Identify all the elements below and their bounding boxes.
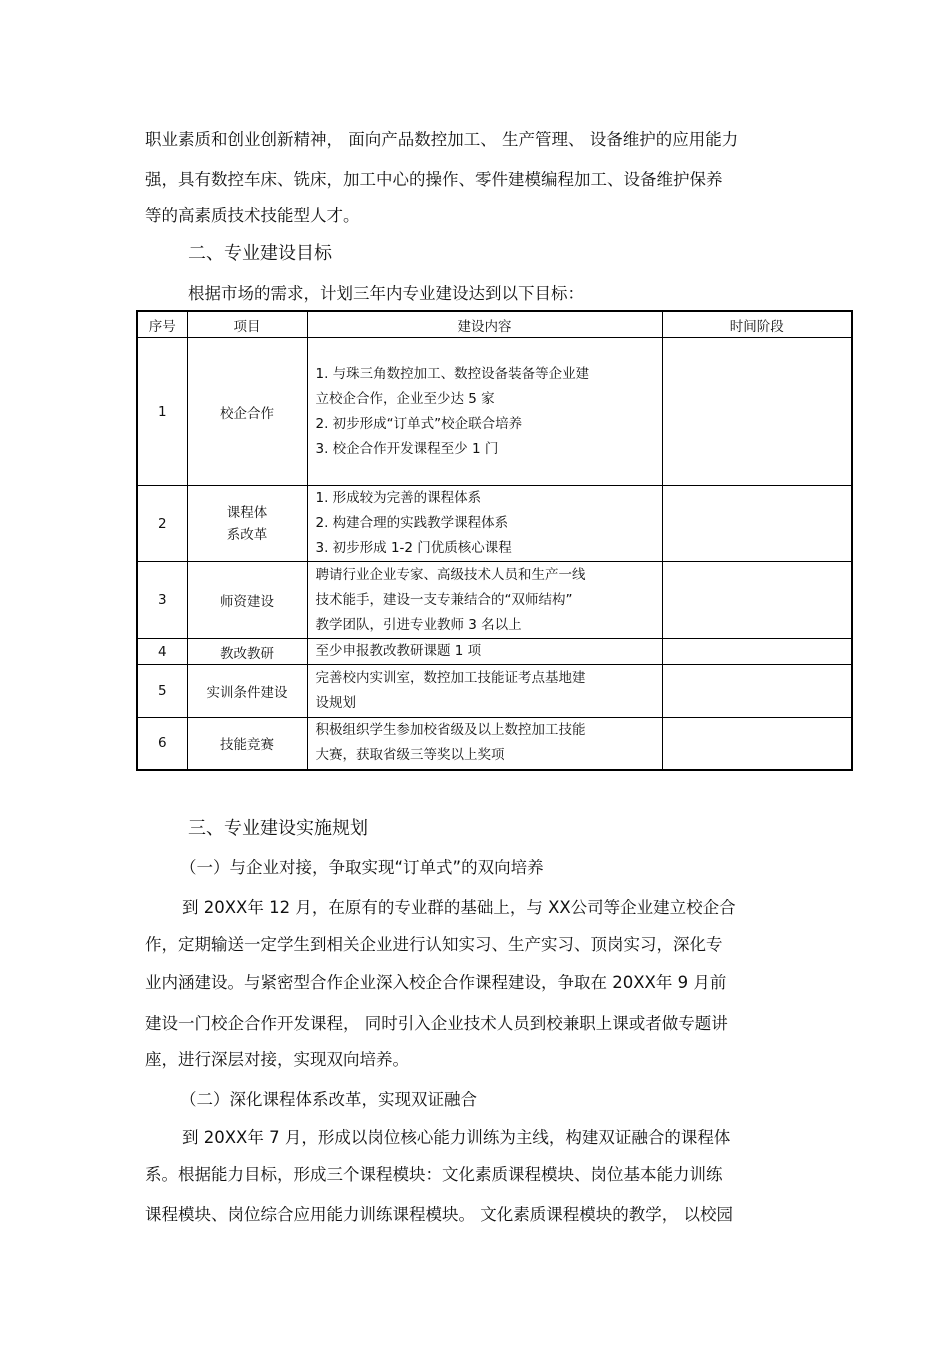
- row-no: 1: [137, 338, 187, 486]
- row-item: [187, 562, 307, 639]
- content-line: 1. 与珠三角数控加工、数控设备装备等企业建: [315, 365, 590, 382]
- row-item: [187, 665, 307, 718]
- content-line: 聘请行业企业专家、高级技术人员和生产一线: [315, 566, 586, 583]
- header-no: 序号: [137, 311, 187, 338]
- content-line: 2. 构建合理的实践教学课程体系: [315, 515, 509, 531]
- row-content: [307, 639, 662, 665]
- row-time: [662, 338, 852, 486]
- item-text: 教改教研: [220, 645, 274, 662]
- para-line: 到 20XX年 12 月，在原有的专业群的基础上，与 XX公司等企业建立校企合: [182, 898, 736, 917]
- content-line: 2. 初步形成“订单式”校企联合培养: [315, 415, 523, 432]
- intro-line: 职业素质和创业创新精神， 面向产品数控加工、 生产管理、 设备维护的应用能力: [145, 130, 739, 149]
- para-line: 到 20XX年 7 月，形成以岗位核心能力训练为主线，构建双证融合的课程体: [182, 1128, 731, 1147]
- para-line: 系。根据能力目标，形成三个课程模块：文化素质课程模块、岗位基本能力训练: [145, 1165, 723, 1184]
- row-time: [662, 665, 852, 718]
- item-text: 系改革: [226, 526, 268, 543]
- row-no: 6: [137, 718, 187, 770]
- content-line: 大赛，获取省级三等奖以上奖项: [315, 747, 505, 764]
- para-line: 座，进行深层对接，实现双向培养。: [145, 1050, 409, 1069]
- intro-line: 等的高素质技术技能型人才。: [145, 206, 360, 225]
- table-row: [137, 562, 852, 639]
- header-item: 项目: [187, 311, 307, 338]
- header-content: 建设内容: [307, 311, 662, 338]
- header-time: 时间阶段: [662, 311, 852, 338]
- content-line: 积极组织学生参加校省级及以上数控加工技能: [315, 722, 586, 739]
- table-header-row: [137, 311, 852, 338]
- row-item: [187, 486, 307, 562]
- row-content: [307, 562, 662, 639]
- content-line: 3. 校企合作开发课程至少 1 门: [315, 440, 499, 457]
- section-heading: 二、专业建设目标: [188, 243, 332, 264]
- table-row: [137, 718, 852, 770]
- row-time: [662, 486, 852, 562]
- row-time: [662, 718, 852, 770]
- content-line: 教学团队，引进专业教师 3 名以上: [315, 616, 522, 633]
- table-row: [137, 665, 852, 718]
- row-no: 4: [137, 639, 187, 665]
- row-no: 3: [137, 562, 187, 639]
- table-row: [137, 639, 852, 665]
- para-line: 课程模块、岗位综合应用能力训练课程模块。 文化素质课程模块的教学， 以校园: [145, 1205, 733, 1224]
- row-time: [662, 639, 852, 665]
- content-line: 1. 形成较为完善的课程体系: [315, 490, 482, 506]
- item-text: 实训条件建设: [206, 685, 288, 701]
- row-content: [307, 338, 662, 486]
- row-content: [307, 718, 662, 770]
- subsection-heading: （二）深化课程体系改革，实现双证融合: [180, 1090, 477, 1109]
- row-item: [187, 639, 307, 665]
- table-row: [137, 486, 852, 562]
- row-item: [187, 338, 307, 486]
- content-line: 完善校内实训室，数控加工技能证考点基地建: [315, 670, 586, 686]
- content-line: 立校企合作，企业至少达 5 家: [315, 390, 495, 407]
- item-text: 技能竞赛: [220, 737, 274, 754]
- table-row: [137, 338, 852, 486]
- content-line: 3. 初步形成 1-2 门优质核心课程: [315, 540, 512, 556]
- content-line: 技术能手，建设一支专兼结合的“双师结构”: [315, 591, 573, 608]
- para-line: 建设一门校企合作开发课程， 同时引入企业技术人员到校兼职上课或者做专题讲: [145, 1014, 728, 1033]
- intro-line: 强，具有数控车床、铣床，加工中心的操作、零件建模编程加工、设备维护保养: [145, 170, 723, 189]
- row-item: [187, 718, 307, 770]
- section-lead: 根据市场的需求，计划三年内专业建设达到以下目标：: [188, 284, 584, 303]
- row-content: [307, 665, 662, 718]
- row-time: [662, 562, 852, 639]
- row-no: 5: [137, 665, 187, 718]
- item-text: 师资建设: [220, 594, 274, 610]
- content-line: 设规划: [315, 695, 356, 711]
- item-text: 课程体: [226, 504, 268, 521]
- section-heading: 三、专业建设实施规划: [188, 818, 368, 839]
- goals-table: [136, 310, 853, 771]
- content-line: 至少申报教改教研课题 1 项: [315, 643, 482, 659]
- para-line: 业内涵建设。与紧密型合作企业深入校企合作课程建设，争取在 20XX年 9 月前: [145, 973, 727, 992]
- para-line: 作，定期输送一定学生到相关企业进行认知实习、生产实习、顶岗实习，深化专: [145, 935, 723, 954]
- subsection-heading: （一）与企业对接，争取实现“订单式”的双向培养: [180, 858, 544, 877]
- item-text: 校企合作: [220, 405, 274, 422]
- row-content: [307, 486, 662, 562]
- row-no: 2: [137, 486, 187, 562]
